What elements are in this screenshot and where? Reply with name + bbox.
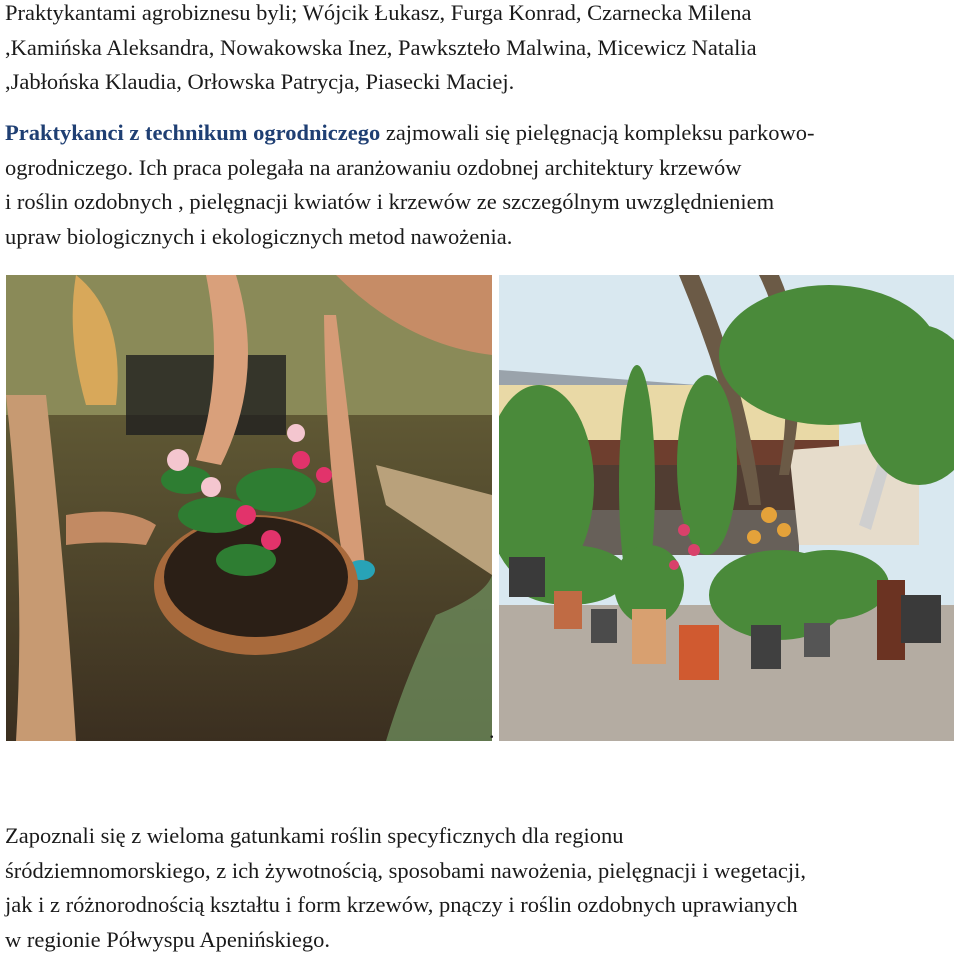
photo-potted-shrubs [499,275,954,741]
photo-planting-flowers [6,275,492,741]
paragraph-body: zajmowali się pielęgnacją kompleksu parkowo- ogrodniczego. Ich praca polegała na aranżowaniu ozdobnej architektury krzewów i roślin ozdobnych , pielęgnacji kwiatów i krzewów ze szczególnym uwzględnieniem upraw biologicznych i ekologicznych metod nawożenia. [5,120,815,249]
paragraph-mediterranean-plants: Zapoznali się z wieloma gatunkami roślin specyficznych dla regionu śródziemnomorskiego, z ich żywotnością, sposobami nawożenia, pielęgnacji i wegetacji, jak i z różnorodnością kształtu i form krzewów, pnączy i roślin ozdobnych uprawianych w regionie Półwyspu Apenińskiego. [5,823,807,952]
separator-dot: . [489,718,495,743]
paragraph-interns-list: Praktykantami agrobiznesu byli; Wójcik Łukasz, Furga Konrad, Czarnecka Milena ,Kamińska Aleksandra, Nowakowska Inez, Pawkszteło Malwina, Micewicz Natalia ,Jabłońska Klaudia, Orłowska Patrycja, Piasecki Maciej. [5,0,757,94]
paragraph-lead-bold: Praktykanci z technikum ogrodniczego [5,120,381,145]
paragraph-horticulture-work [5,116,955,254]
